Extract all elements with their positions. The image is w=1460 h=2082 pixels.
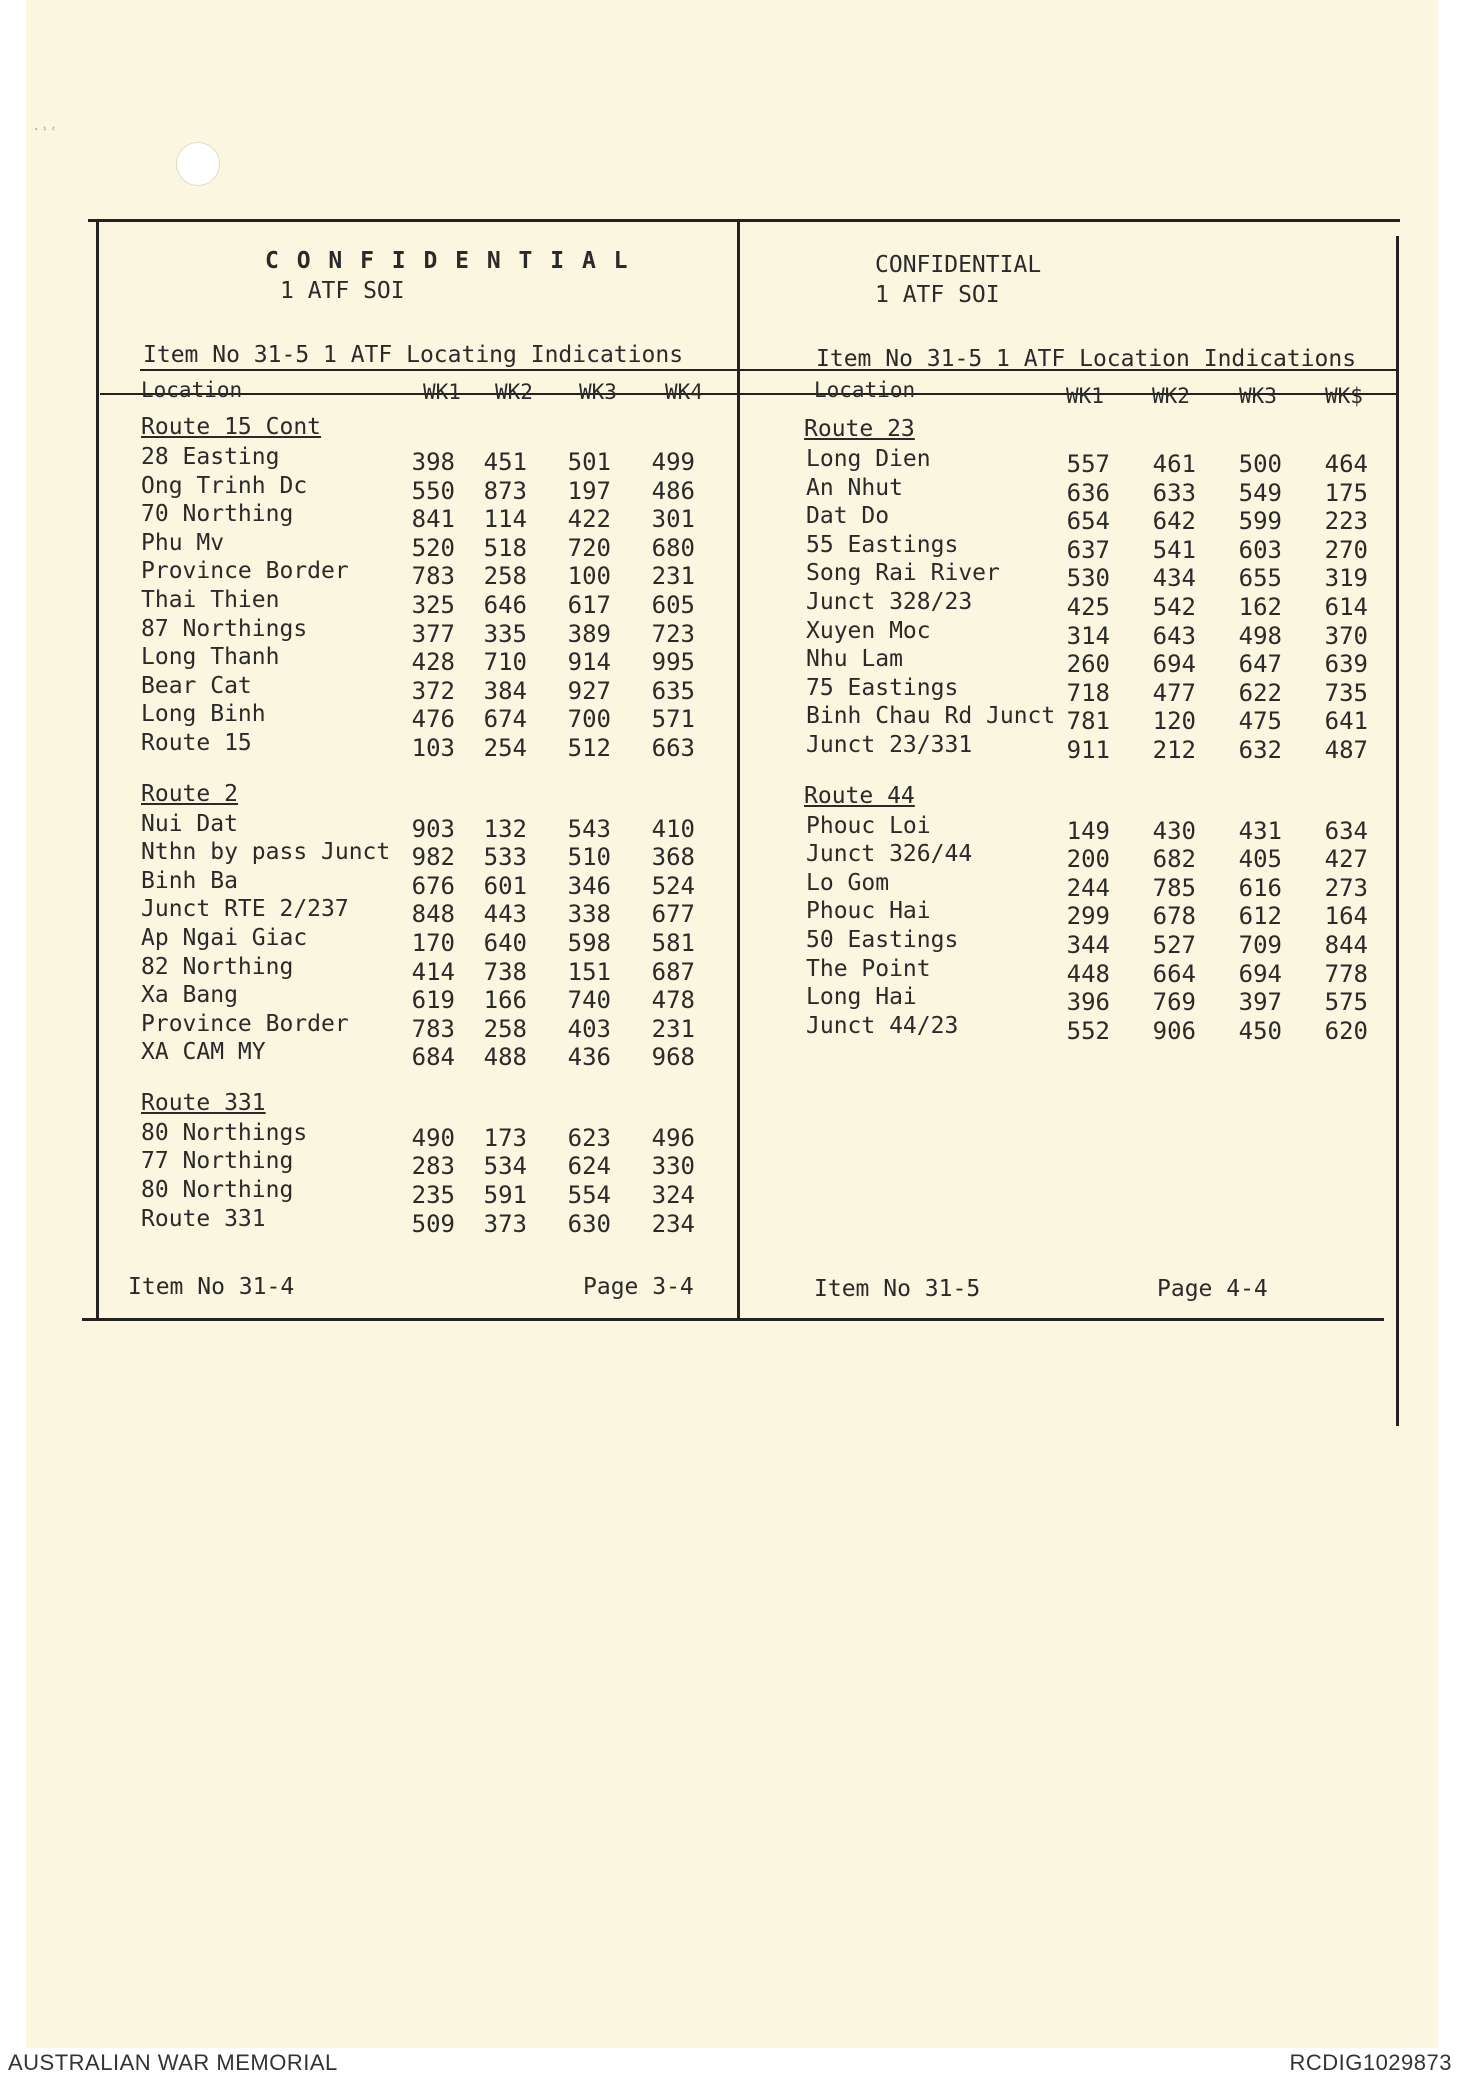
location-name: 82 Northing bbox=[141, 953, 294, 980]
wk3-value: 655 bbox=[1238, 564, 1282, 593]
confidential-heading: C O N F I D E N T I A L bbox=[265, 248, 630, 274]
route-heading: Route 15 Cont bbox=[141, 414, 322, 440]
location-name: Phu Mv bbox=[141, 529, 225, 556]
wk2-value: 335 bbox=[483, 619, 527, 648]
wk1-value: 903 bbox=[411, 814, 455, 843]
location-name: Thai Thien bbox=[141, 586, 280, 613]
wk1-value: 718 bbox=[1066, 678, 1110, 707]
wk4-value: 575 bbox=[1324, 988, 1368, 1017]
location-row bbox=[95, 810, 735, 843]
location-row bbox=[95, 586, 735, 619]
wk3-value: 403 bbox=[567, 1014, 611, 1043]
wk3-value: 624 bbox=[567, 1152, 611, 1181]
wk3-value: 554 bbox=[567, 1181, 611, 1210]
item-title: Item No 31-5 1 ATF Location Indications bbox=[816, 346, 1357, 372]
wk3-value: 450 bbox=[1238, 1016, 1282, 1045]
column-header-wk4: WK4 bbox=[665, 380, 703, 404]
wk1-value: 982 bbox=[411, 843, 455, 872]
wk1-value: 619 bbox=[411, 986, 455, 1015]
wk2-value: 488 bbox=[483, 1043, 527, 1072]
wk2-value: 664 bbox=[1152, 959, 1196, 988]
wk2-value: 643 bbox=[1152, 621, 1196, 650]
wk3-value: 630 bbox=[567, 1209, 611, 1238]
location-row bbox=[740, 955, 1400, 988]
wk2-value: 533 bbox=[483, 843, 527, 872]
wk2-value: 384 bbox=[483, 676, 527, 705]
location-name: 87 Northings bbox=[141, 615, 308, 642]
location-row bbox=[95, 701, 735, 734]
wk1-value: 490 bbox=[411, 1123, 455, 1152]
location-row bbox=[95, 529, 735, 562]
location-name: Long Dien bbox=[806, 446, 931, 472]
wk1-value: 911 bbox=[1066, 735, 1110, 764]
wk4-value: 427 bbox=[1324, 845, 1368, 874]
wk2-value: 738 bbox=[483, 957, 527, 986]
wk1-value: 325 bbox=[411, 590, 455, 619]
wk2-value: 633 bbox=[1152, 478, 1196, 507]
location-name: XA CAM MY bbox=[141, 1039, 266, 1066]
wk4-value: 844 bbox=[1324, 930, 1368, 959]
wk3-value: 389 bbox=[567, 619, 611, 648]
location-name: The Point bbox=[806, 955, 931, 982]
wk1-value: 314 bbox=[1066, 621, 1110, 650]
location-name: Binh Ba bbox=[141, 867, 238, 894]
wk2-value: 212 bbox=[1152, 735, 1196, 764]
soi-heading: 1 ATF SOI bbox=[875, 282, 1000, 308]
wk3-value: 501 bbox=[567, 448, 611, 476]
location-name: 77 Northing bbox=[141, 1148, 294, 1175]
location-name: Ong Trinh Dc bbox=[141, 472, 308, 499]
location-name: Dat Do bbox=[806, 503, 890, 530]
wk3-value: 405 bbox=[1238, 845, 1282, 874]
frame-bottom-rule bbox=[82, 1318, 1384, 1321]
wk3-value: 598 bbox=[567, 928, 611, 957]
location-name: Long Binh bbox=[141, 701, 266, 728]
column-header-wk3: WK3 bbox=[1239, 384, 1277, 408]
wk1-value: 103 bbox=[411, 733, 455, 762]
wk1-value: 637 bbox=[1066, 535, 1110, 564]
location-name: Junct 328/23 bbox=[806, 588, 973, 615]
wk1-value: 781 bbox=[1066, 707, 1110, 736]
wk4-value: 687 bbox=[651, 957, 695, 986]
wk2-value: 640 bbox=[483, 928, 527, 957]
wk4-value: 164 bbox=[1324, 902, 1368, 931]
wk1-value: 244 bbox=[1066, 873, 1110, 902]
wk3-value: 740 bbox=[567, 986, 611, 1015]
location-row bbox=[95, 953, 735, 986]
wk3-value: 617 bbox=[567, 590, 611, 619]
column-header-wk1: WK1 bbox=[423, 380, 461, 404]
wk4-value: 735 bbox=[1324, 678, 1368, 707]
wk2-value: 477 bbox=[1152, 678, 1196, 707]
wk1-value: 509 bbox=[411, 1209, 455, 1238]
wk2-value: 254 bbox=[483, 733, 527, 762]
wk1-value: 676 bbox=[411, 871, 455, 900]
location-list bbox=[740, 416, 1400, 1045]
location-name: Route 15 bbox=[141, 729, 252, 756]
location-name: Bear Cat bbox=[141, 672, 252, 699]
column-header-wk4: WK$ bbox=[1325, 384, 1363, 408]
location-row bbox=[740, 898, 1400, 931]
wk3-value: 436 bbox=[567, 1043, 611, 1072]
panel-page-4-4 bbox=[740, 228, 1400, 1308]
soi-heading: 1 ATF SOI bbox=[280, 278, 405, 304]
wk1-value: 520 bbox=[411, 533, 455, 562]
wk1-value: 448 bbox=[1066, 959, 1110, 988]
wk2-value: 443 bbox=[483, 900, 527, 929]
wk1-value: 636 bbox=[1066, 478, 1110, 507]
location-row bbox=[95, 1119, 735, 1152]
wk1-value: 848 bbox=[411, 900, 455, 929]
wk2-value: 173 bbox=[483, 1123, 527, 1152]
route-heading: Route 331 bbox=[141, 1089, 266, 1116]
wk2-value: 710 bbox=[483, 648, 527, 677]
wk2-value: 785 bbox=[1152, 873, 1196, 902]
wk1-value: 783 bbox=[411, 1014, 455, 1043]
wk3-value: 616 bbox=[1238, 873, 1282, 902]
location-row bbox=[95, 1010, 735, 1043]
wk1-value: 654 bbox=[1066, 507, 1110, 536]
location-row bbox=[95, 729, 735, 762]
wk3-value: 512 bbox=[567, 733, 611, 762]
column-header-wk1: WK1 bbox=[1066, 384, 1104, 408]
confidential-heading: CONFIDENTIAL bbox=[875, 252, 1042, 278]
column-header-wk2: WK2 bbox=[1152, 384, 1190, 408]
location-row bbox=[95, 1177, 735, 1210]
wk2-value: 674 bbox=[483, 705, 527, 734]
wk4-value: 635 bbox=[651, 676, 695, 705]
wk4-value: 680 bbox=[651, 533, 695, 562]
location-name: 80 Northings bbox=[141, 1119, 308, 1146]
location-name: Xuyen Moc bbox=[806, 617, 931, 644]
wk4-value: 995 bbox=[651, 648, 695, 677]
location-row bbox=[95, 672, 735, 705]
location-name: Xa Bang bbox=[141, 982, 238, 1009]
wk3-value: 603 bbox=[1238, 535, 1282, 564]
wk4-value: 410 bbox=[651, 814, 695, 843]
location-name: 28 Easting bbox=[141, 444, 280, 470]
wk4-value: 605 bbox=[651, 590, 695, 619]
location-name: Song Rai River bbox=[806, 560, 1000, 587]
wk3-value: 720 bbox=[567, 533, 611, 562]
wk2-value: 258 bbox=[483, 1014, 527, 1043]
wk2-value: 542 bbox=[1152, 592, 1196, 621]
wk3-value: 623 bbox=[567, 1123, 611, 1152]
location-name: Province Border bbox=[141, 558, 349, 585]
wk2-value: 769 bbox=[1152, 988, 1196, 1017]
item-title: Item No 31-5 1 ATF Locating Indications bbox=[143, 342, 684, 368]
column-header-wk3: WK3 bbox=[579, 380, 617, 404]
location-list bbox=[95, 414, 735, 1238]
wk1-value: 372 bbox=[411, 676, 455, 705]
location-row bbox=[740, 474, 1400, 507]
wk1-value: 550 bbox=[411, 476, 455, 505]
wk4-value: 723 bbox=[651, 619, 695, 648]
frame-top-rule bbox=[88, 219, 1400, 222]
wk3-value: 500 bbox=[1238, 450, 1282, 478]
wk2-value: 541 bbox=[1152, 535, 1196, 564]
footer-page-number: Page 4-4 bbox=[1157, 1276, 1268, 1302]
wk3-value: 914 bbox=[567, 648, 611, 677]
location-row bbox=[95, 924, 735, 957]
route-heading: Route 2 bbox=[141, 780, 238, 807]
wk4-value: 368 bbox=[651, 843, 695, 872]
wk3-value: 197 bbox=[567, 476, 611, 505]
wk4-value: 677 bbox=[651, 900, 695, 929]
footer-item-number: Item No 31-4 bbox=[128, 1274, 295, 1300]
paper-mark: · ˒ ˓ bbox=[34, 122, 56, 138]
location-name: Route 331 bbox=[141, 1205, 266, 1232]
wk2-value: 642 bbox=[1152, 507, 1196, 536]
location-name: Nui Dat bbox=[141, 810, 238, 837]
wk2-value: 430 bbox=[1152, 816, 1196, 845]
wk2-value: 166 bbox=[483, 986, 527, 1015]
location-row bbox=[740, 646, 1400, 679]
location-name: Phouc Loi bbox=[806, 812, 931, 839]
wk2-value: 518 bbox=[483, 533, 527, 562]
location-row bbox=[95, 644, 735, 677]
location-row bbox=[740, 588, 1400, 621]
wk4-value: 968 bbox=[651, 1043, 695, 1072]
wk3-value: 700 bbox=[567, 705, 611, 734]
wk2-value: 646 bbox=[483, 590, 527, 619]
wk4-value: 273 bbox=[1324, 873, 1368, 902]
wk4-value: 487 bbox=[1324, 735, 1368, 764]
wk2-value: 591 bbox=[483, 1181, 527, 1210]
wk2-value: 601 bbox=[483, 871, 527, 900]
wk2-value: 678 bbox=[1152, 902, 1196, 931]
route-heading: Route 23 bbox=[804, 416, 915, 442]
punch-hole bbox=[176, 142, 220, 186]
wk4-value: 231 bbox=[651, 1014, 695, 1043]
wk3-value: 475 bbox=[1238, 707, 1282, 736]
wk4-value: 175 bbox=[1324, 478, 1368, 507]
wk4-value: 778 bbox=[1324, 959, 1368, 988]
location-name: Long Hai bbox=[806, 984, 917, 1011]
location-row bbox=[95, 1205, 735, 1238]
location-row bbox=[740, 446, 1400, 478]
location-row bbox=[95, 896, 735, 929]
location-name: Long Thanh bbox=[141, 644, 280, 671]
wk3-value: 622 bbox=[1238, 678, 1282, 707]
wk4-value: 330 bbox=[651, 1152, 695, 1181]
wk1-value: 235 bbox=[411, 1181, 455, 1210]
wk2-value: 451 bbox=[483, 448, 527, 476]
wk3-value: 397 bbox=[1238, 988, 1282, 1017]
wk1-value: 260 bbox=[1066, 650, 1110, 679]
column-header-wk2: WK2 bbox=[495, 380, 533, 404]
wk4-value: 370 bbox=[1324, 621, 1368, 650]
wk3-value: 599 bbox=[1238, 507, 1282, 536]
location-name: Junct 23/331 bbox=[806, 731, 973, 758]
archive-credit: AUSTRALIAN WAR MEMORIAL bbox=[8, 2050, 338, 2075]
wk4-value: 496 bbox=[651, 1123, 695, 1152]
wk1-value: 377 bbox=[411, 619, 455, 648]
archive-reference: RCDIG1029873 bbox=[1289, 2050, 1452, 2075]
location-name: 70 Northing bbox=[141, 501, 294, 528]
wk4-value: 641 bbox=[1324, 707, 1368, 736]
location-row bbox=[740, 869, 1400, 902]
location-name: Nhu Lam bbox=[806, 646, 903, 673]
wk1-value: 530 bbox=[1066, 564, 1110, 593]
wk1-value: 428 bbox=[411, 648, 455, 677]
wk1-value: 552 bbox=[1066, 1016, 1110, 1045]
location-name: 55 Eastings bbox=[806, 531, 959, 558]
wk3-value: 549 bbox=[1238, 478, 1282, 507]
wk3-value: 543 bbox=[567, 814, 611, 843]
wk1-value: 398 bbox=[411, 448, 455, 476]
wk1-value: 476 bbox=[411, 705, 455, 734]
wk1-value: 841 bbox=[411, 505, 455, 534]
location-row bbox=[95, 472, 735, 505]
location-row bbox=[740, 984, 1400, 1017]
wk4-value: 270 bbox=[1324, 535, 1368, 564]
wk1-value: 149 bbox=[1066, 816, 1110, 845]
wk2-value: 527 bbox=[1152, 930, 1196, 959]
location-name: Nthn by pass Junct bbox=[141, 839, 391, 866]
wk3-value: 151 bbox=[567, 957, 611, 986]
location-row bbox=[740, 560, 1400, 593]
location-name: Phouc Hai bbox=[806, 898, 931, 925]
wk3-value: 422 bbox=[567, 505, 611, 534]
location-name: Junct 44/23 bbox=[806, 1012, 959, 1039]
wk3-value: 510 bbox=[567, 843, 611, 872]
location-row bbox=[740, 674, 1400, 707]
location-row bbox=[95, 558, 735, 591]
location-row bbox=[740, 1012, 1400, 1045]
wk4-value: 581 bbox=[651, 928, 695, 957]
column-header-location: Location bbox=[141, 378, 243, 402]
location-name: Binh Chau Rd Junct bbox=[806, 703, 1056, 730]
wk3-value: 431 bbox=[1238, 816, 1282, 845]
location-name: Junct 326/44 bbox=[806, 841, 973, 868]
wk2-value: 461 bbox=[1152, 450, 1196, 478]
wk1-value: 200 bbox=[1066, 845, 1110, 874]
wk1-value: 557 bbox=[1066, 450, 1110, 478]
wk4-value: 478 bbox=[651, 986, 695, 1015]
location-name: 50 Eastings bbox=[806, 926, 959, 953]
footer-item-number: Item No 31-5 bbox=[814, 1276, 981, 1302]
wk1-value: 684 bbox=[411, 1043, 455, 1072]
wk1-value: 425 bbox=[1066, 592, 1110, 621]
column-header-location: Location bbox=[814, 378, 916, 402]
wk2-value: 906 bbox=[1152, 1016, 1196, 1045]
wk2-value: 873 bbox=[483, 476, 527, 505]
location-name: Junct RTE 2/237 bbox=[141, 896, 349, 923]
location-row bbox=[95, 839, 735, 872]
wk3-value: 100 bbox=[567, 562, 611, 591]
wk4-value: 301 bbox=[651, 505, 695, 534]
wk1-value: 283 bbox=[411, 1152, 455, 1181]
location-name: Ap Ngai Giac bbox=[141, 924, 308, 951]
location-row bbox=[740, 703, 1400, 736]
wk3-value: 709 bbox=[1238, 930, 1282, 959]
location-row bbox=[95, 501, 735, 534]
wk4-value: 319 bbox=[1324, 564, 1368, 593]
wk3-value: 647 bbox=[1238, 650, 1282, 679]
wk4-value: 634 bbox=[1324, 816, 1368, 845]
wk1-value: 344 bbox=[1066, 930, 1110, 959]
wk2-value: 258 bbox=[483, 562, 527, 591]
wk4-value: 524 bbox=[651, 871, 695, 900]
route-heading: Route 44 bbox=[804, 782, 915, 809]
wk2-value: 534 bbox=[483, 1152, 527, 1181]
location-row bbox=[95, 867, 735, 900]
location-row bbox=[95, 444, 735, 476]
wk2-value: 694 bbox=[1152, 650, 1196, 679]
wk4-value: 620 bbox=[1324, 1016, 1368, 1045]
wk4-value: 234 bbox=[651, 1209, 695, 1238]
wk4-value: 614 bbox=[1324, 592, 1368, 621]
wk4-value: 231 bbox=[651, 562, 695, 591]
location-row bbox=[95, 615, 735, 648]
wk1-value: 783 bbox=[411, 562, 455, 591]
location-row bbox=[95, 1039, 735, 1072]
location-row bbox=[95, 982, 735, 1015]
wk3-value: 612 bbox=[1238, 902, 1282, 931]
wk3-value: 632 bbox=[1238, 735, 1282, 764]
wk4-value: 663 bbox=[651, 733, 695, 762]
location-name: 80 Northing bbox=[141, 1177, 294, 1204]
wk2-value: 682 bbox=[1152, 845, 1196, 874]
location-row bbox=[740, 926, 1400, 959]
wk4-value: 223 bbox=[1324, 507, 1368, 536]
panel-page-3-4 bbox=[95, 228, 735, 1308]
wk3-value: 346 bbox=[567, 871, 611, 900]
wk4-value: 499 bbox=[651, 448, 695, 476]
location-name: Lo Gom bbox=[806, 869, 890, 896]
location-row bbox=[740, 503, 1400, 536]
wk3-value: 927 bbox=[567, 676, 611, 705]
location-row bbox=[740, 731, 1400, 764]
wk1-value: 299 bbox=[1066, 902, 1110, 931]
footer-page-number: Page 3-4 bbox=[583, 1274, 694, 1300]
location-name: Province Border bbox=[141, 1010, 349, 1037]
wk3-value: 498 bbox=[1238, 621, 1282, 650]
wk4-value: 324 bbox=[651, 1181, 695, 1210]
wk4-value: 486 bbox=[651, 476, 695, 505]
wk2-value: 373 bbox=[483, 1209, 527, 1238]
wk1-value: 396 bbox=[1066, 988, 1110, 1017]
wk3-value: 338 bbox=[567, 900, 611, 929]
location-row bbox=[740, 841, 1400, 874]
location-row bbox=[95, 1148, 735, 1181]
location-row bbox=[740, 812, 1400, 845]
wk4-value: 464 bbox=[1324, 450, 1368, 478]
wk4-value: 639 bbox=[1324, 650, 1368, 679]
location-row bbox=[740, 531, 1400, 564]
wk2-value: 114 bbox=[483, 505, 527, 534]
wk2-value: 434 bbox=[1152, 564, 1196, 593]
location-name: An Nhut bbox=[806, 474, 903, 501]
wk1-value: 170 bbox=[411, 928, 455, 957]
wk4-value: 571 bbox=[651, 705, 695, 734]
wk3-value: 694 bbox=[1238, 959, 1282, 988]
location-name: 75 Eastings bbox=[806, 674, 959, 701]
location-row bbox=[740, 617, 1400, 650]
wk3-value: 162 bbox=[1238, 592, 1282, 621]
wk2-value: 120 bbox=[1152, 707, 1196, 736]
wk1-value: 414 bbox=[411, 957, 455, 986]
wk2-value: 132 bbox=[483, 814, 527, 843]
